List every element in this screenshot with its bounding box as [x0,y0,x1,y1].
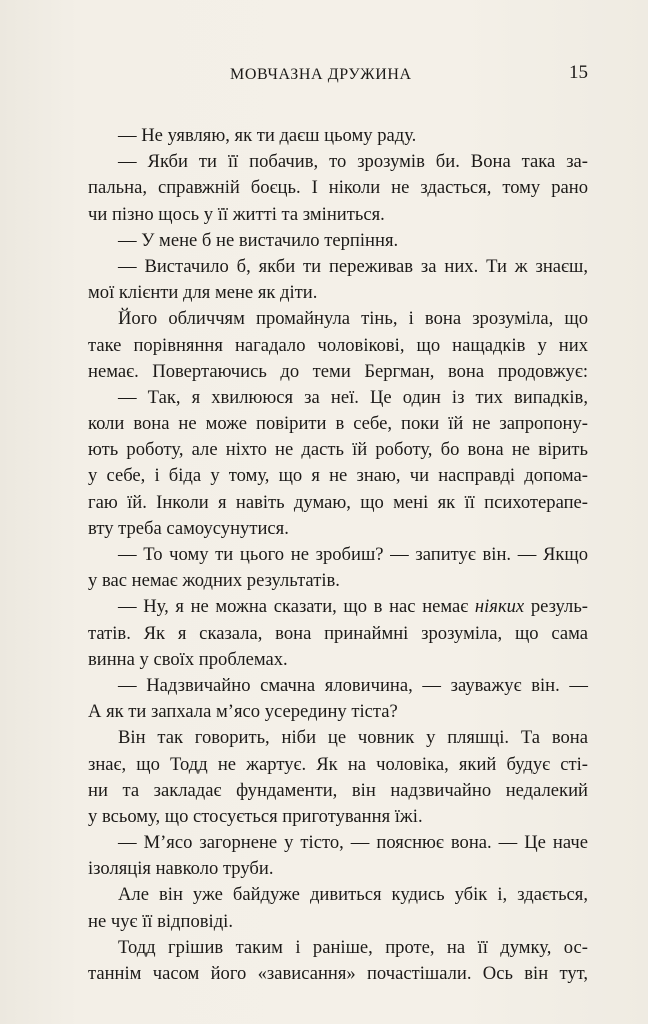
page-header [88,62,588,92]
text-line: — Якби ти її побачив, то зрозумів би. Вона така за- [118,151,588,173]
text-line: ни та закладає фундаменти, він надзвичайно недалекий [88,779,588,801]
text-fragment: — Ну, я не можна сказати, що в нас немає [118,596,475,618]
text-line: — Не уявляю, як ти даєш цьому раду. [118,125,417,146]
text-line: — М’ясо загорнене у тісто, — пояснює вона. — Це наче [118,832,588,854]
text-line: гаю їй. Інколи я навіть думаю, що мені як її психотерапе- [88,491,588,513]
text-line: Його обличчям промайнула тінь, і вона зрозуміла, що [118,308,588,330]
text-line: — То чому ти цього не зробиш? — запитує він. — Якщо [118,544,588,565]
text-line: — Надзвичайно смачна яловичина, — зауважує він. — [118,674,588,696]
text-line: — Так, я хвилююся за неї. Це один із тих випадків, [118,386,588,408]
text-line: пальна, справжній боєць. І ніколи не здасться, тому рано [88,177,588,199]
text-line: у себе, і біда у тому, що я не знаю, чи насправді допома- [88,465,588,487]
text-line-emphasis [88,594,588,620]
page-number: 15 [569,62,588,83]
text-line: таннім часом його «зависання» почастішали. Ось він тут, [88,963,588,984]
text-line: таке порівняння нагадало чоловікові, що нащадків у них [88,334,588,356]
text-line: татів. Як я сказала, вона принаймні зрозуміла, що сама [88,622,588,644]
emphasized-word: ніяких [474,596,525,618]
text-line: знає, що Тодд не жартує. Як на чоловіка, який будує сті- [88,753,588,775]
text-line: Тодд грішив таким і раніше, проте, на її думку, ос- [118,936,588,958]
body-text [88,123,588,987]
running-title: МОВЧАЗНА ДРУЖИНА [230,66,412,83]
text-line: винна у своїх проблемах. [88,648,288,670]
text-line: — У мене б не вистачило терпіння. [118,229,399,251]
text-line: коли вона не може повірити в себе, поки їй не запропону- [88,413,588,435]
text-line: чи пізно щось у її житті та зміниться. [88,203,385,225]
text-line: ізоляція навколо труби. [88,858,274,880]
text-line: Але він уже байдуже дивиться кудись убік і, здається, [118,884,588,906]
text-line: мої клієнти для мене як діти. [88,282,318,304]
text-line: не чує її відповіді. [88,910,233,932]
text-line: у всьому, що стосується приготування їжі. [88,805,423,827]
text-line: у вас немає жодних результатів. [88,570,340,592]
text-fragment: резуль- [524,596,588,618]
text-line: ють роботу, але ніхто не дасть їй роботу, бо вона не вірить [88,439,588,461]
text-line: вту треба самоусунутися. [88,517,289,539]
text-line: немає. Повертаючись до теми Бергман, вона продовжує: [88,360,588,382]
text-line: — Вистачило б, якби ти переживав за них. Ти ж знаєш, [118,255,588,277]
text-line: А як ти запхала м’ясо усередину тіста? [88,701,398,723]
text-line: Він так говорить, ніби це човник у пляшці. Та вона [118,727,588,749]
